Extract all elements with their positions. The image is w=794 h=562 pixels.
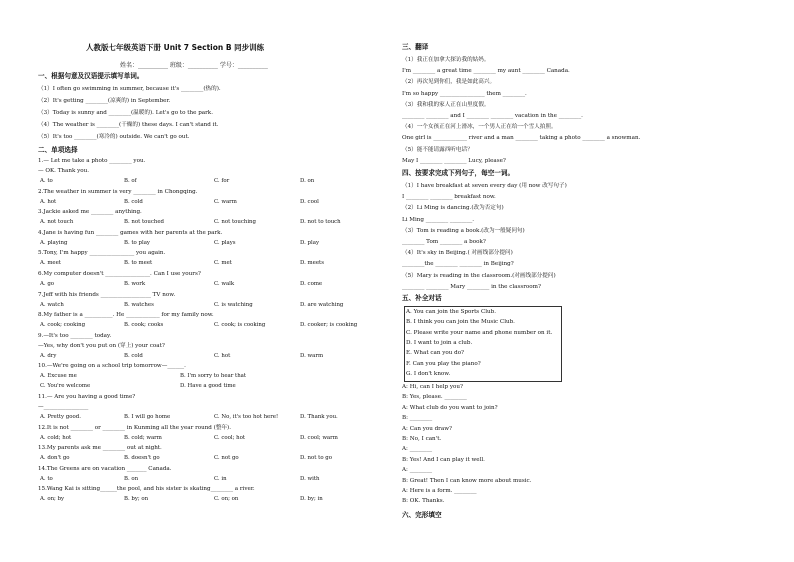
dialogue-line: A: Here is a form. ________ bbox=[402, 488, 477, 494]
translation-line: I'm so happy ________________ them ________. bbox=[402, 90, 527, 97]
rewrite-line: （5）Mary is reading in the classroom.(对画线部分提问) bbox=[402, 272, 556, 279]
translation-line: ________ ________ and I ________ ________ vacation in the ________. bbox=[402, 113, 583, 119]
answer-option: A. to bbox=[40, 178, 53, 184]
dialogue-line: A: What club do you want to join? bbox=[402, 404, 498, 411]
translation-line: I'm ________ a great time ________ my aunt ________ Canada. bbox=[402, 68, 570, 75]
translation-line: （2）再次见到你们，我是如此高兴。 bbox=[402, 79, 496, 86]
box-option-line: A. You can join the Sports Club. bbox=[406, 309, 496, 315]
dialogue-line: A: Hi, can I help you? bbox=[402, 384, 463, 390]
answer-option: B. cook; cooks bbox=[124, 322, 164, 329]
rewrite-line: （2）Li Ming is dancing.(改为否定句) bbox=[402, 205, 504, 212]
translation-line: One girl is ____________ river and a man ________ taking a photo ________ a snowman. bbox=[402, 135, 641, 142]
rewrite-line: ________ ________ Mary ________ in the classroom? bbox=[402, 283, 541, 290]
dialogue-line: B: Great! Then I can know more about music. bbox=[402, 477, 532, 484]
dialogue-line: B: Yes, please. ________ bbox=[402, 394, 467, 401]
section-2-title: 二、单项选择 bbox=[38, 146, 78, 154]
dialogue-line: A: ________ bbox=[402, 446, 433, 453]
answer-option: D. not to go bbox=[300, 455, 332, 462]
answer-option: C. cool; hot bbox=[214, 434, 246, 441]
answer-option: A. meet bbox=[40, 260, 61, 267]
answer-option: A. hot bbox=[40, 198, 57, 205]
answer-option: B. by; on bbox=[124, 496, 149, 503]
answer-option: C. warm bbox=[214, 198, 237, 205]
fill-in-item: （1）I often go swimming in summer, because it's ________(热的). bbox=[38, 86, 221, 92]
dialogue-line: A: Can you draw? bbox=[402, 425, 452, 432]
rewrite-line: ________ Tom ________ a book? bbox=[402, 239, 486, 245]
translation-line: （3）我和我的家人正在山里度假。 bbox=[402, 101, 490, 108]
rewrite-line: ________the ________ ________ in Beijing? bbox=[402, 261, 514, 268]
question-stem: 9.—It's too ________ today. bbox=[38, 332, 112, 339]
answer-option: C. No, it's too hot here! bbox=[214, 414, 279, 420]
box-option-line: G. I don't know. bbox=[406, 370, 451, 377]
translation-line: （5）能不能请露西听电话？ bbox=[402, 146, 473, 153]
box-option-line: C. Please write your name and phone number on it. bbox=[406, 329, 553, 336]
answer-option: C. not touching bbox=[214, 219, 256, 226]
answer-option: B. not touched bbox=[124, 219, 165, 226]
answer-option: C. on; on bbox=[214, 496, 239, 503]
question-stem: 15.Wang Kai is sitting______the pool, and his sister is skating________ a river. bbox=[38, 486, 255, 493]
translation-line: （1）我正在加拿大探访我的姑妈。 bbox=[402, 57, 490, 63]
question-stem: 13.My parents ask me ________ out at night. bbox=[38, 445, 162, 452]
answer-option: B. I will go home bbox=[124, 414, 171, 420]
section-1-title: 一、根据句意及汉语提示填写单词。 bbox=[38, 72, 144, 80]
answer-option: A. go bbox=[40, 281, 55, 287]
question-stem: 3.Jackie asked me ________ anything. bbox=[38, 209, 142, 216]
fill-in-item: （5）It's too ________(寒冷的) outside. We can't go out. bbox=[38, 134, 190, 140]
answer-option: C. for bbox=[214, 178, 230, 184]
rewrite-line: （1）I have breakfast at seven every day (用 now 改写句子) bbox=[402, 183, 567, 189]
section-4-title: 四、按要求完成下列句子，每空一词。 bbox=[402, 169, 515, 177]
question-stem: 6.My computer doesn't ________________. Can I use yours? bbox=[38, 271, 201, 277]
section-5-title: 五、补全对话 bbox=[402, 294, 442, 302]
answer-option: C. You're welcome bbox=[40, 383, 91, 390]
answer-option: B. work bbox=[124, 281, 146, 287]
dialogue-line: B: Yes! And I can play it well. bbox=[402, 456, 485, 463]
dialogue-line: B: No, I can't. bbox=[402, 436, 442, 442]
answer-option: D. warm bbox=[300, 352, 324, 359]
question-stem: — OK. Thank you. bbox=[38, 168, 90, 174]
box-option-line: D. I want to join a club. bbox=[406, 339, 473, 346]
answer-option: B. I'm sorry to hear that bbox=[180, 373, 247, 380]
question-stem: 2.The weather in summer is very ________ in Chongqing. bbox=[38, 188, 198, 195]
question-stem: —Yes, why don't you put on (穿上) your coat? bbox=[38, 342, 165, 349]
answer-option: A. watch bbox=[40, 301, 64, 308]
answer-option: D. cooker; is cooking bbox=[300, 322, 358, 329]
box-option-line: F. Can you play the piano? bbox=[406, 360, 481, 367]
dialogue-line: B: OK. Thanks. bbox=[402, 498, 445, 505]
rewrite-line: （3）Tom is reading a book.(改为一般疑问句) bbox=[402, 227, 525, 234]
answer-option: D. cool bbox=[300, 198, 319, 205]
question-stem: 1.— Let me take a photo ________ you. bbox=[38, 158, 146, 164]
answer-option: A. not touch bbox=[40, 219, 74, 226]
box-option-line: E. What can you do? bbox=[406, 350, 465, 357]
answer-option: D. Have a good time bbox=[180, 383, 236, 390]
page-title: 人教版七年级英语下册 Unit 7 Section B 同步训练 bbox=[86, 43, 265, 52]
answer-option: C. plays bbox=[214, 239, 236, 246]
section-6-title: 六、完形填空 bbox=[402, 511, 442, 519]
answer-option: C. cook; is cooking bbox=[214, 322, 266, 329]
rewrite-line: Li Ming ________ ________. bbox=[402, 216, 475, 223]
section-3-title: 三、翻译 bbox=[402, 43, 429, 51]
question-stem: 10.—We're going on a school trip tomorrow—______. bbox=[38, 363, 186, 370]
answer-option: A. playing bbox=[40, 239, 68, 246]
answer-option: C. walk bbox=[214, 281, 235, 287]
box-option-line: B. I think you can join the Music Club. bbox=[406, 319, 515, 326]
question-stem: 4.Jane is having fun ________ games with her parents at the park. bbox=[38, 229, 223, 236]
dialogue-line: A: ________ bbox=[402, 467, 433, 474]
answer-option: D. come bbox=[300, 281, 323, 287]
answer-option: B. cold bbox=[124, 352, 143, 359]
rewrite-line: （4）It's sky in Beijing.( 对画线部分提问) bbox=[402, 250, 513, 257]
answer-option: C. hot bbox=[214, 352, 231, 359]
answer-option: B. watches bbox=[124, 301, 154, 308]
answer-option: B. to play bbox=[124, 239, 150, 246]
answer-option: A. Pretty good. bbox=[40, 414, 81, 420]
answer-option: A. don't go bbox=[40, 455, 70, 462]
answer-option: B. doesn't go bbox=[124, 455, 160, 462]
translation-line: （4）一个女孩正在河上滑冰，一个男人正在给一个雪人拍照。 bbox=[402, 124, 557, 131]
question-stem: 5.Tony, I'm happy ________________ you again. bbox=[38, 250, 166, 257]
answer-option: C. not go bbox=[214, 455, 239, 462]
question-stem: 12.It is not ________ or ________ in Kunming all the year round (整年). bbox=[38, 424, 232, 431]
answer-option: D. Thank you. bbox=[300, 414, 338, 420]
answer-option: D. on bbox=[300, 178, 315, 184]
rewrite-line: I ________ ________ breakfast now. bbox=[402, 194, 496, 201]
answer-option: B. to meet bbox=[124, 260, 153, 267]
question-stem: 11.— Are you having a good time? bbox=[38, 394, 136, 400]
answer-option: A. to bbox=[40, 475, 53, 482]
question-stem: —________________ bbox=[38, 404, 89, 410]
answer-option: A. cold; hot bbox=[40, 434, 72, 441]
answer-option: B. on bbox=[124, 475, 139, 482]
answer-option: B. cold; warm bbox=[124, 434, 162, 441]
answer-option: C. is watching bbox=[214, 301, 253, 308]
question-stem: 14.The Greens are on vacation _______ Canada. bbox=[38, 465, 172, 472]
answer-option: D. are watching bbox=[300, 301, 344, 308]
student-info-fields: 姓名：__________ 班级：__________ 学号：__________ bbox=[120, 62, 268, 69]
answer-option: C. in bbox=[214, 475, 227, 482]
answer-option: C. met bbox=[214, 260, 232, 267]
answer-option: D. by; in bbox=[300, 496, 323, 503]
fill-in-item: （4）The weather is ________(干燥的) these days. I can't stand it. bbox=[38, 122, 219, 128]
answer-option: B. of bbox=[124, 178, 137, 184]
dialogue-line: B: ________ bbox=[402, 415, 433, 422]
answer-option: A. dry bbox=[40, 352, 57, 359]
answer-option: D. play bbox=[300, 239, 319, 246]
fill-in-item: （3）Today is sunny and ________(温暖的). Let's go to the park. bbox=[38, 110, 213, 116]
answer-option: D. not to touch bbox=[300, 219, 341, 226]
answer-option: A. on; by bbox=[40, 496, 65, 503]
fill-in-item: （2）It's getting ________(凉爽的) in September. bbox=[38, 98, 171, 104]
answer-option: B. cold bbox=[124, 198, 143, 205]
answer-option: A. Excuse me bbox=[40, 373, 77, 380]
answer-option: D. with bbox=[300, 475, 320, 482]
translation-line: May I ________ ________ Lucy, please? bbox=[402, 157, 506, 164]
question-stem: 7.Jeff with his friends __________________ TV now. bbox=[38, 291, 176, 298]
answer-option: D. meets bbox=[300, 260, 324, 267]
question-stem: 8.My father is a __________. He ____________ for my family now. bbox=[38, 312, 214, 319]
answer-option: A. cook; cooking bbox=[40, 322, 86, 329]
answer-option: D. cool; warm bbox=[300, 434, 338, 441]
